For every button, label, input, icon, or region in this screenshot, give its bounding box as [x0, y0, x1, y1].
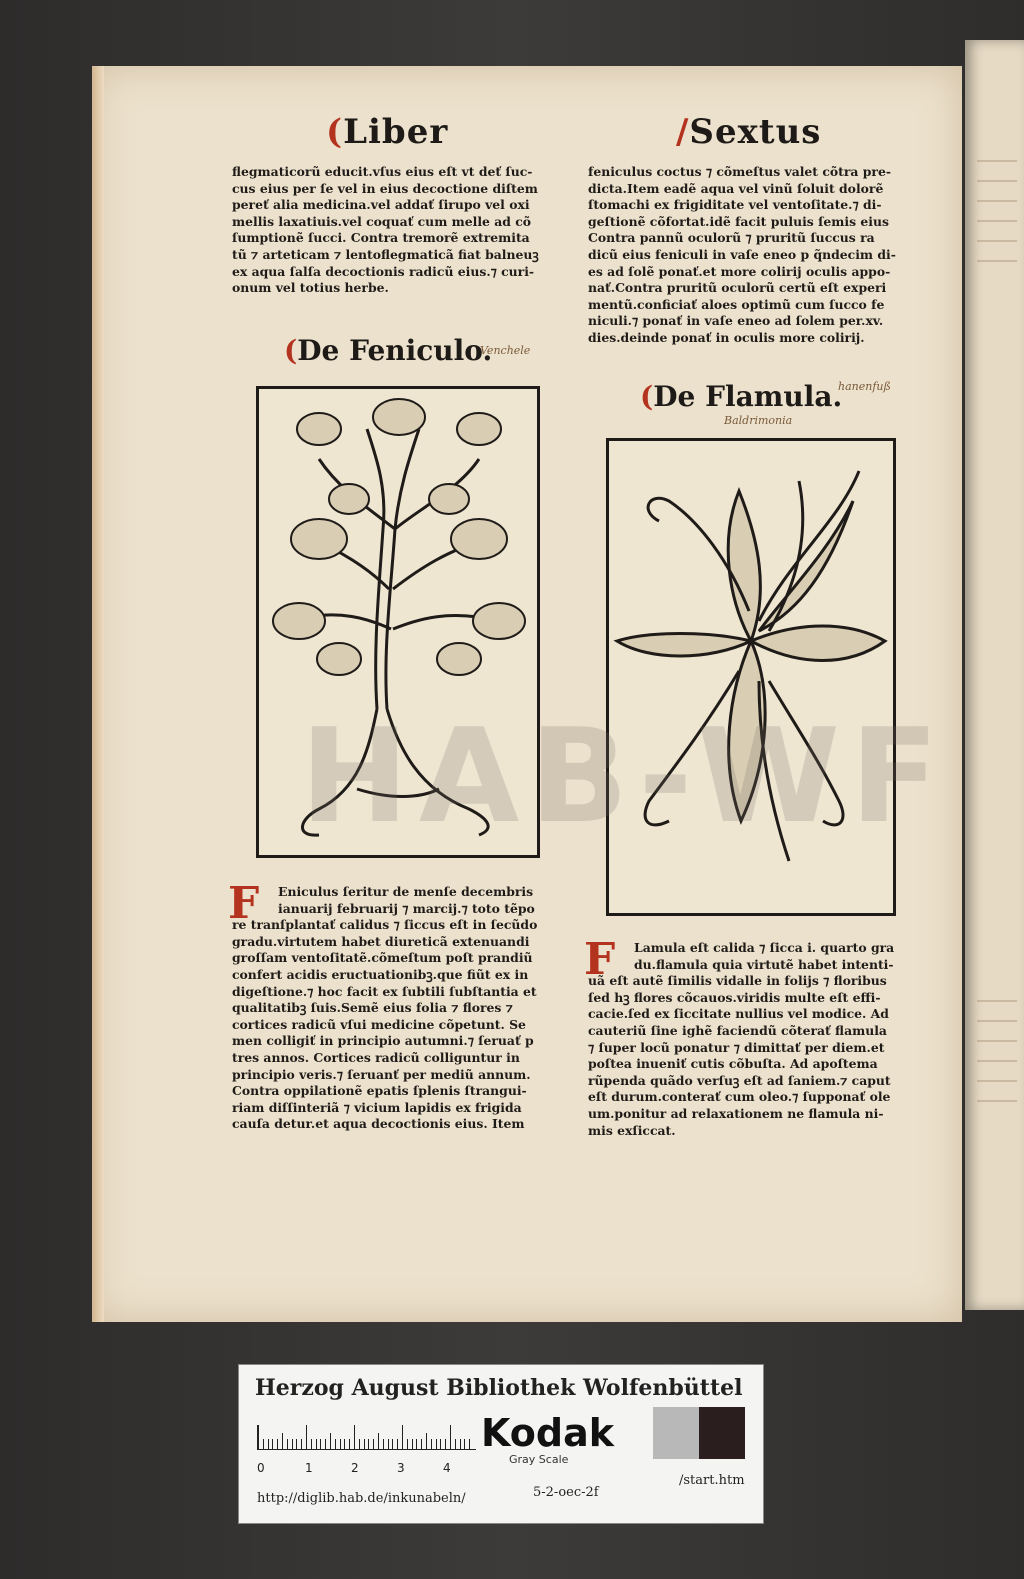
ruler-tick [292, 1439, 293, 1449]
text-line: feniculus coctus ⁊ cõmeſtus valet cõtra pre- [588, 164, 891, 179]
page-edge [92, 66, 104, 1322]
text-line: mellis laxatiuis.vel coquať cum melle ad cõ [232, 213, 532, 229]
ruler-tick [416, 1439, 417, 1449]
ruler-tick [344, 1439, 345, 1449]
ruler-tick [330, 1433, 331, 1449]
ruler-tick [392, 1439, 393, 1449]
ruler-tick [272, 1439, 273, 1449]
ruler-number: 2 [351, 1461, 359, 1475]
text-line: um.ponitur ad relaxationem ne flamula ni- [588, 1105, 884, 1121]
text-line: niculi.⁊ ponať in vaſe eneo ad ſolem per.xv. [588, 313, 884, 329]
dropcap-f-left: F [228, 878, 260, 929]
text-line: dicta.Item eadẽ aqua vel vinũ ſoluit dolorẽ [588, 180, 884, 196]
text-line: men colligiť in principio autumni.⁊ ſeruať p [232, 1033, 534, 1049]
running-head-right: /Sextus [676, 112, 822, 152]
ruler-tick [263, 1439, 264, 1449]
card-title: Herzog August Bibliothek Wolfenbüttel [255, 1375, 743, 1401]
url-right: /start.htm [679, 1473, 745, 1488]
text-line: cacie.ſed ex ſiccitate nullius vel modice. Ad [588, 1006, 889, 1022]
section-title-flamula: (De Flamula. [640, 380, 843, 413]
ruler-tick [368, 1439, 369, 1449]
text-line: onum vel totius herbe. [232, 280, 389, 296]
right-column-top-text [588, 164, 908, 347]
text-line: dies.deinde ponať in oculis more colirij. [588, 329, 865, 345]
ruler-number: 4 [443, 1461, 451, 1475]
shelf-code: 5-2-oec-2f [533, 1485, 599, 1500]
ruler [257, 1425, 476, 1450]
ruler-tick [383, 1439, 384, 1449]
ruler-tick [373, 1439, 374, 1449]
text-line: principio veris.⁊ ſeruanť per mediũ annum. [232, 1066, 531, 1082]
ruler-tick [287, 1439, 288, 1449]
ruler-tick [349, 1439, 350, 1449]
text-line: ſtomachi ex frigiditate vel ventoſitate.⁊ di- [588, 197, 882, 213]
handwritten-annotation-right-2: Baldrimonia [724, 414, 793, 427]
ruler-tick [426, 1433, 427, 1449]
text-line: eſt durum.conterať cum oleo.⁊ ſupponať ole [588, 1089, 891, 1105]
right-column-body-text [588, 940, 908, 1139]
text-line: du.flamula quia virtutẽ habet intenti- [634, 956, 894, 972]
watermark: HAB-WF [300, 700, 949, 852]
text-line: ſed hꝫ flores cõcauos.viridis multe eſt effi- [588, 989, 881, 1005]
text-line: es ad ſolẽ ponať.et more colirij oculis appo- [588, 263, 891, 279]
text-line: ex aqua ſalſa decoctionis radicũ eius.⁊ curi- [232, 263, 535, 279]
text-line: riam diſſinteriã ⁊ vicium lapidis ex frigida [232, 1099, 522, 1115]
gray-scale-label: Gray Scale [509, 1453, 569, 1466]
text-line: Lamula eſt calida ⁊ ſicca i. quarto gra [634, 940, 895, 955]
ruler-tick [464, 1439, 465, 1449]
text-line: poſtea inueniť cutis cõbuſta. Ad apoſtema [588, 1056, 878, 1072]
ruler-tick [440, 1439, 441, 1449]
text-line: dicũ eius feniculi in vaſe eneo p q̃ndecim di- [588, 246, 896, 262]
ruler-tick [450, 1425, 451, 1449]
text-line: tũ ⁊ arteticam ⁊ lentoflegmaticã fiat balneuꝫ [232, 246, 539, 262]
ruler-tick [296, 1439, 297, 1449]
ruler-tick [316, 1439, 317, 1449]
text-line: geſtionẽ cõfortat.idẽ facit puluis ſemis eius [588, 213, 889, 229]
facing-page-edge [965, 40, 1024, 1310]
handwritten-annotation-right: hanenfuß [838, 380, 891, 393]
ruler-tick [364, 1439, 365, 1449]
text-line: cauſa detur.et aqua decoctionis eius. Item [232, 1116, 525, 1132]
ruler-tick [325, 1439, 326, 1449]
section-title-feniculo: (De Feniculo. [284, 334, 493, 367]
handwritten-annotation-left: Venchele [480, 344, 531, 357]
text-line: pereť alia medicina.vel addať ſirupo vel oxi [232, 197, 530, 213]
text-line: cauteriũ ſine ighẽ faciendũ cõterať flamula [588, 1022, 887, 1038]
text-line: digeſtione.⁊ hoc facit ex ſubtili ſubſtantia et [232, 983, 537, 999]
ruler-tick [354, 1425, 355, 1449]
text-line: uã eſt autẽ ſimilis vidalle in folijs ⁊ floribus [588, 973, 887, 989]
ruler-tick [388, 1439, 389, 1449]
text-line: cus eius per ſe vel in eius decoctione diſtem [232, 180, 538, 196]
text-line: confert acidis eructuationibꝫ.que fiũt ex in [232, 966, 529, 982]
ruler-tick [378, 1433, 379, 1449]
kodak-logo: Kodak [481, 1411, 614, 1455]
ruler-tick [268, 1439, 269, 1449]
left-column-top-text [232, 164, 552, 297]
text-line: qualitatibꝫ ſuis.Semẽ eius folia ⁊ flores ⁊ [232, 1000, 513, 1016]
text-line: nať.Contra pruritũ oculorũ certũ eſt experi [588, 280, 887, 296]
ruler-tick [320, 1439, 321, 1449]
text-line: Eniculus ſeritur de menſe decembris [278, 884, 534, 899]
text-line: ⁊ ſuper locũ ponatur ⁊ dimittať per diem.et [588, 1039, 885, 1055]
ruler-tick [306, 1425, 307, 1449]
text-line: ſumptionẽ ſucci. Contra tremorẽ extremita [232, 230, 530, 246]
text-line: flegmaticorũ educit.vſus eius eſt vt deť ſuc- [232, 164, 533, 179]
text-line: re tranſplantať calidus ⁊ ſiccus eſt in ſecũdo [232, 917, 538, 933]
ruler-tick [335, 1439, 336, 1449]
ruler-tick [436, 1439, 437, 1449]
text-line: gradu.virtutem habet diureticã extenuandi [232, 933, 530, 949]
ruler-tick [277, 1439, 278, 1449]
text-line: groſſam ventoſitatẽ.cõmeſtum poſt prandiũ [232, 950, 533, 966]
gray-swatch-dark [699, 1407, 745, 1459]
ruler-tick [460, 1439, 461, 1449]
ruler-tick [407, 1439, 408, 1449]
text-line: mentũ.conficiať aloes optimũ cum ſucco fe [588, 296, 885, 312]
text-line: mis exſiccat. [588, 1122, 676, 1138]
ruler-tick [397, 1439, 398, 1449]
ruler-number: 0 [257, 1461, 265, 1475]
gray-swatch-light [653, 1407, 699, 1459]
text-line: Contra pannũ oculorũ ⁊ pruritũ ſuccus ra [588, 230, 875, 246]
ruler-tick [359, 1439, 360, 1449]
color-scale-card [238, 1364, 764, 1524]
ruler-tick [421, 1439, 422, 1449]
ruler-tick [301, 1439, 302, 1449]
left-column-body-text [232, 884, 552, 1133]
text-line: Contra oppilationẽ epatis ſplenis ſtrangui- [232, 1083, 527, 1099]
ruler-tick [445, 1439, 446, 1449]
ruler-tick [412, 1439, 413, 1449]
ruler-number: 3 [397, 1461, 405, 1475]
ruler-tick [431, 1439, 432, 1449]
ruler-tick [282, 1433, 283, 1449]
ruler-tick [311, 1439, 312, 1449]
text-line: cortices radicũ vſui medicine cõpetunt. Se [232, 1016, 526, 1032]
text-line: tres annos. Cortices radicũ colliguntur in [232, 1049, 520, 1065]
text-line: ianuarij februarij ⁊ marcij.⁊ toto tẽpo [278, 900, 535, 916]
ruler-tick [340, 1439, 341, 1449]
ruler-tick [469, 1439, 470, 1449]
ruler-tick [402, 1425, 403, 1449]
running-head-left: (Liber [326, 112, 449, 152]
ruler-tick [258, 1425, 259, 1449]
dropcap-f-right: F [584, 934, 616, 985]
ruler-number: 1 [305, 1461, 313, 1475]
url-left: http://diglib.hab.de/inkunabeln/ [257, 1491, 466, 1506]
ruler-tick [455, 1439, 456, 1449]
text-line: rũpenda quãdo verſuꝫ eſt ad ſaniem.⁊ caput [588, 1072, 891, 1088]
